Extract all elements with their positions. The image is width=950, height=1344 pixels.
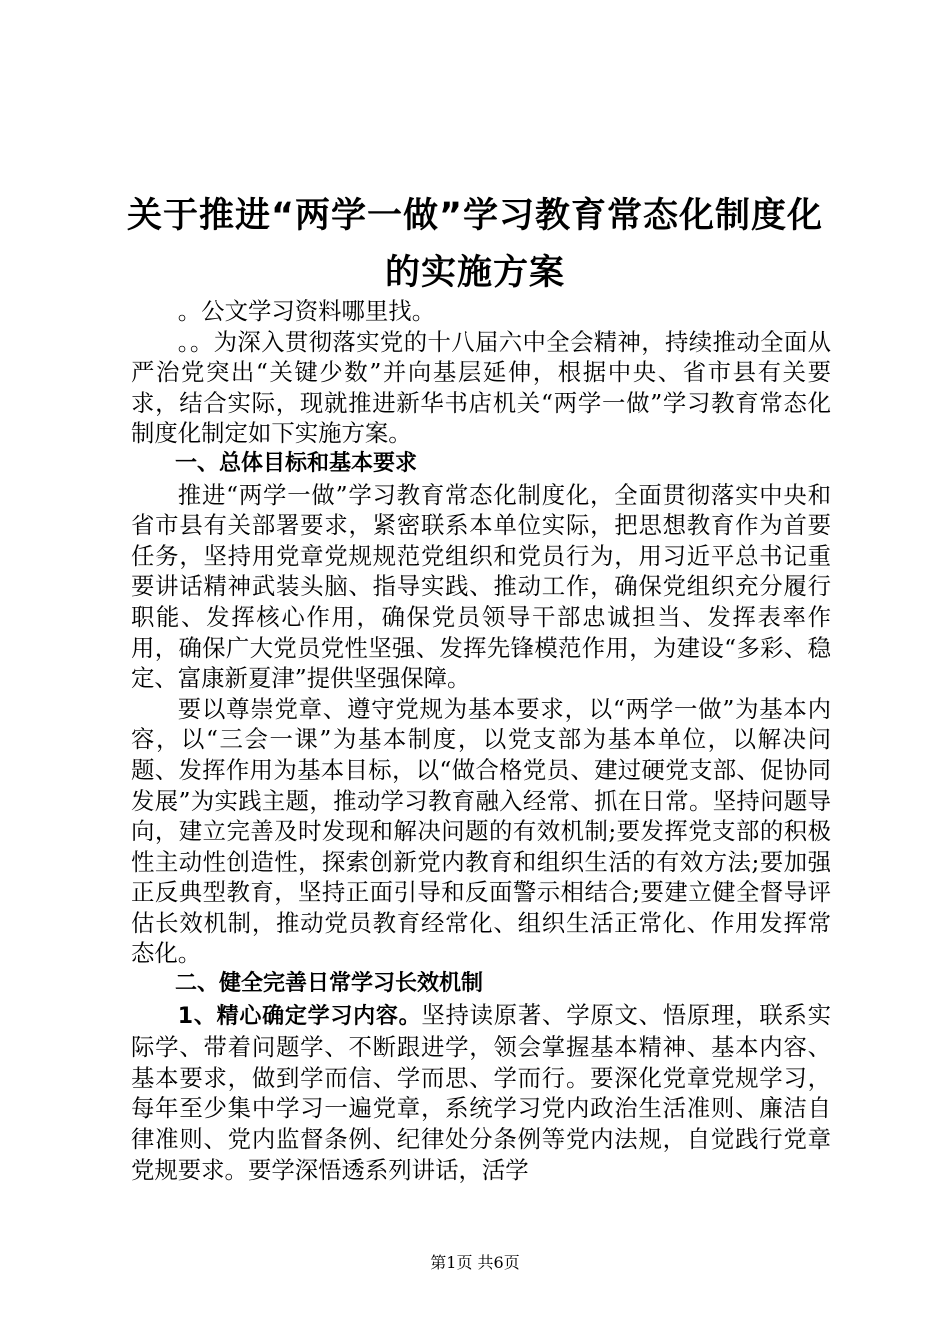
section-1-paragraph-2: 要以尊崇党章、遵守党规为基本要求，以“两学一做”为基本内容，以“三会一课”为基本制度，以党支部为基本单位，以解决问题、发挥作用为基本目标，以“做合格党员、建过硬党支部、促协同发展”为实践主题，推动学习教育融入经常、抓在日常。坚持问题导向，建立完善及时发现和解决问题的有效机制;要发挥党支部的积极性主动性创造性，探索创新党内教育和组织生活的有效方法;要加强正反典型教育，坚持正面引导和反面警示相结合;要建立健全督导评估长效机制，推动党员教育经常化、组织生活正常化、作用发挥常态化。 xyxy=(131,694,831,968)
document-body xyxy=(131,296,831,1185)
intro-paragraph-1: 。公文学习资料哪里找。 xyxy=(177,297,436,325)
section-2-item-1-text: 坚持读原著、学原文、悟原理，联系实际学、带着问题学、不断跟进学，领会掌握基本精神、基本内容、基本要求，做到学而信、学而思、学而行。要深化党章党规学习，每年至少集中学习一遍党章，系统学习党内政治生活准则、廉洁自律准则、党内监督条例、纪律处分条例等党内法规，自觉践行党章党规要求。要学深悟透系列讲话，活学 xyxy=(131,1000,831,1184)
intro-paragraph-2: 。。为深入贯彻落实党的十八届六中全会精神，持续推动全面从严治党突出“关键少数”并向基层延伸，根据中央、省市县有关要求，结合实际，现就推进新华书店机关“两学一做”学习教育常态化制度化制定如下实施方案。 xyxy=(131,327,831,448)
page-number-footer: 第1页 共6页 xyxy=(430,1253,520,1272)
section-2-item-1 xyxy=(131,1000,831,1186)
document-title-line-2: 的实施方案 xyxy=(384,253,565,293)
section-1-heading: 一、总体目标和基本要求 xyxy=(175,450,418,476)
section-1-paragraph-1: 推进“两学一做”学习教育常态化制度化，全面贯彻落实中央和省市县有关部署要求，紧密联系本单位实际，把思想教育作为首要任务，坚持用党章党规规范党组织和党员行为，用习近平总书记重要讲话精神武装头脑、指导实践、推动工作，确保党组织充分履行职能、发挥核心作用，确保党员领导干部忠诚担当、发挥表率作用，确保广大党员党性坚强、发挥先锋模范作用，为建设“多彩、稳定、富康新夏津”提供坚强保障。 xyxy=(131,480,831,693)
document-title-line-1: 关于推进“两学一做”学习教育常态化制度化 xyxy=(126,196,823,236)
section-2-item-1-lead: 1、精心确定学习内容。 xyxy=(177,1003,422,1029)
section-2-heading: 二、健全完善日常学习长效机制 xyxy=(175,971,484,997)
